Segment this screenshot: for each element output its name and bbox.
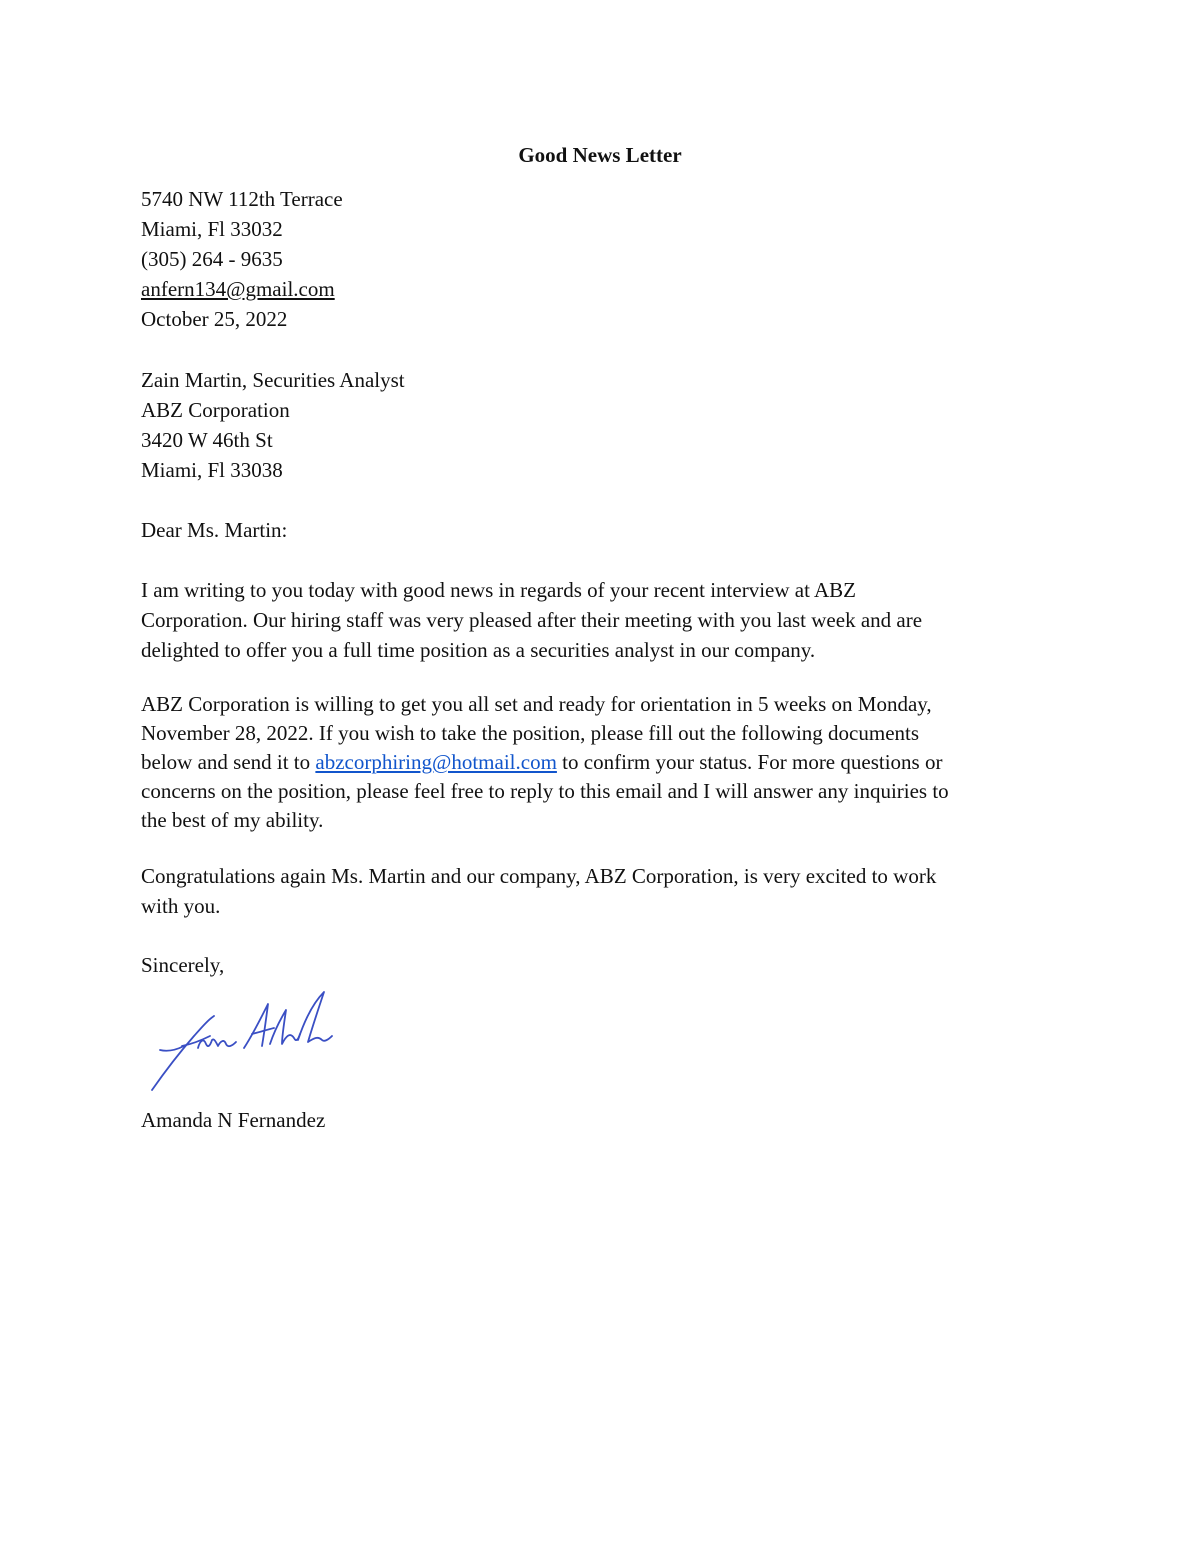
- signer-name: Amanda N Fernandez: [141, 1108, 326, 1132]
- body-paragraph-2: [141, 690, 1061, 835]
- paragraph-text: to confirm your status. For more questions or: [556, 750, 943, 774]
- paragraph-text: below and send it to: [141, 750, 316, 774]
- recipient-street: 3420 W 46th St: [141, 428, 273, 452]
- handwritten-signature: [148, 990, 338, 1095]
- recipient-company: ABZ Corporation: [141, 398, 290, 422]
- body-paragraph-1: [141, 575, 1061, 665]
- body-paragraph-3: [141, 861, 1061, 921]
- sender-city: Miami, Fl 33032: [141, 217, 283, 241]
- closing: Sincerely,: [141, 953, 225, 977]
- sender-address-block: [141, 184, 1061, 334]
- paragraph-line-with-link: [141, 748, 1061, 777]
- hiring-email-link[interactable]: abzcorphiring@hotmail.com: [315, 750, 557, 774]
- paragraph-line: with you.: [141, 894, 221, 918]
- salutation: Dear Ms. Martin:: [141, 518, 288, 542]
- sender-street: 5740 NW 112th Terrace: [141, 187, 343, 211]
- letter-date: October 25, 2022: [141, 307, 288, 331]
- recipient-address-block: [141, 365, 1061, 485]
- paragraph-line: Congratulations again Ms. Martin and our company, ABZ Corporation, is very excited to work: [141, 864, 937, 888]
- sender-email-link[interactable]: anfern134@gmail.com: [141, 277, 335, 301]
- paragraph-line: I am writing to you today with good news in regards of your recent interview at ABZ: [141, 578, 857, 602]
- recipient-name-title: Zain Martin, Securities Analyst: [141, 368, 405, 392]
- letter-title: Good News Letter: [518, 143, 682, 167]
- paragraph-line: the best of my ability.: [141, 808, 324, 832]
- paragraph-line: Corporation. Our hiring staff was very pleased after their meeting with you last week and are: [141, 608, 923, 632]
- paragraph-line: concerns on the position, please feel free to reply to this email and I will answer any inquiries to: [141, 779, 949, 803]
- sender-phone: (305) 264 - 9635: [141, 247, 283, 271]
- paragraph-line: delighted to offer you a full time position as a securities analyst in our company.: [141, 638, 816, 662]
- paragraph-line: ABZ Corporation is willing to get you all set and ready for orientation in 5 weeks on Monday,: [141, 692, 932, 716]
- paragraph-line: November 28, 2022. If you wish to take the position, please fill out the following documents: [141, 721, 920, 745]
- recipient-city: Miami, Fl 33038: [141, 458, 283, 482]
